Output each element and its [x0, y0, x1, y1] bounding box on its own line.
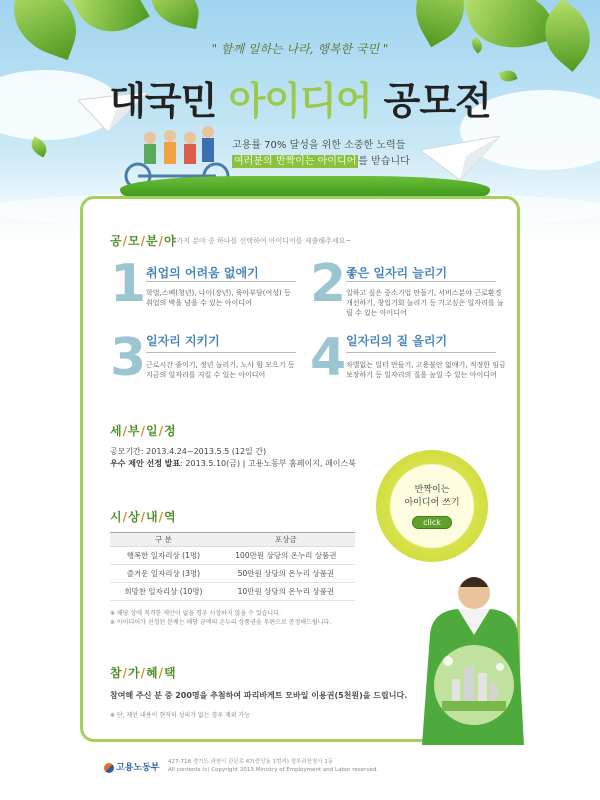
table-cell: 행복한 일자리상 (1명) [110, 547, 217, 565]
category-title: 좋은 일자리 늘리기 [346, 266, 448, 280]
table-row [110, 547, 355, 565]
person-illustration [412, 575, 532, 745]
category-number: 3 [110, 328, 147, 388]
category-title: 일자리의 질 올리기 [346, 334, 448, 348]
table-cell: 10만원 상당의 온누리 상품권 [217, 583, 355, 601]
slogan: " 함께 일하는 나라, 행복한 국민 " [211, 42, 389, 56]
badge-line-1: 반짝이는 [414, 484, 450, 495]
awards-table [110, 532, 355, 601]
schedule-announce: 우수 제안 선정 발표: 2013.5.10(금) | 고용노동부 홈페이지, 페이스북 [110, 459, 356, 468]
table-row [110, 565, 355, 583]
subtitle-tail: 를 받습니다 [358, 156, 410, 167]
column-header: 포상금 [217, 533, 355, 547]
click-button[interactable]: click [412, 516, 452, 529]
category-desc: 학벌,스펙(청년), 나이(장년), 육아부담(여성) 등 취업의 벽을 넘을 수 있는 아이디어 [146, 289, 291, 307]
table-header-row [110, 533, 355, 547]
badge-line-2: 아이디어 쓰기 [404, 497, 460, 508]
ministry-logo: 고용노동부 [104, 760, 159, 773]
table-cell: 즐거운 일자리상 (3명) [110, 565, 217, 583]
footer-address: 427-718 경기도 과천시 관문로 47(중앙동 1번지) 정부과천청사 1동 All contents (c) Copyright 2013 Ministry of Employment and Labor reserved. [168, 759, 379, 773]
table-row [110, 583, 355, 601]
table-cell: 100만원 상당의 온누리 상품권 [217, 547, 355, 565]
table-cell: 희망찬 일자리상 (10명) [110, 583, 217, 601]
category-divider [146, 281, 296, 282]
write-idea-badge[interactable] [376, 450, 488, 562]
paper-plane-icon [420, 130, 500, 180]
category-desc: 근로시간 줄이기, 정년 늘리기, 노사 힘 모으기 등 지금의 일자리를 지킬 수 있는 아이디어 [146, 361, 295, 379]
category-number: 4 [310, 328, 347, 388]
awards-note: ※ 해당 상에 적격한 제안이 없을 경우 시상하지 않을 수 있습니다. [110, 610, 281, 617]
category-desc: 차별없는 일터 만들기, 고용불안 없애기, 적정한 임금 보장하기 등 일자리의 질을 높일 수 있는 아이디어 [346, 361, 506, 379]
category-number: 2 [310, 254, 347, 314]
category-desc: 일하고 싶은 중소기업 만들기, 서비스분야 근로환경 개선하기, 창업기회 늘리기 등 기고싶은 일자리를 늘릴 수 있는 아이디어 [346, 289, 504, 317]
category-number: 1 [110, 254, 147, 314]
grass-strip [120, 176, 490, 196]
category-divider [346, 352, 496, 353]
category-title: 취업의 어려움 없애기 [146, 266, 259, 280]
benefit-text: 참여해 주신 분 중 200명을 추첨하여 파리바게트 모바일 이용권(5천원)을 드립니다. [110, 691, 408, 700]
section-title-benefit: 참/가/혜/택 [110, 666, 177, 680]
section-title-awards: 시/상/내/역 [110, 510, 177, 524]
section-title-fields: 공/모/분/야 [110, 234, 177, 248]
leaf-decoration [147, 0, 203, 29]
category-divider [346, 281, 496, 282]
benefit-note: ※ 단, 제안 내용이 현저히 성의가 없는 경우 제외 가능 [110, 712, 251, 719]
section-desc-fields: 4가지 분야 중 하나를 선택하여 아이디어를 제출해주세요~ [172, 237, 352, 245]
category-divider [146, 352, 296, 353]
section-title-schedule: 세/부/일/정 [110, 424, 177, 438]
schedule-period: 공모기간: 2013.4.24~2013.5.5 (12일 간) [110, 447, 267, 456]
category-title: 일자리 지키기 [146, 334, 220, 348]
table-cell: 50만원 상당의 온누리 상품권 [217, 565, 355, 583]
title-part-1: 대국민 [109, 79, 229, 123]
column-header: 구 분 [110, 533, 217, 547]
subtitle-line-1: 고용률 70% 달성을 위한 소중한 노력들 [232, 140, 406, 151]
subtitle-line-2 [232, 152, 410, 167]
page-title [0, 70, 600, 125]
logo-icon [104, 763, 114, 773]
title-part-2: 아이디어 [228, 79, 372, 123]
title-part-3: 공모전 [371, 79, 491, 123]
subtitle-highlight: 여러분의 반짝이는 아이디어 [234, 156, 357, 167]
awards-note: ※ 아이디어가 선정된 분께는 해당 금액의 온누리 상품권을 우편으로 증정해드립니다. [110, 619, 332, 626]
